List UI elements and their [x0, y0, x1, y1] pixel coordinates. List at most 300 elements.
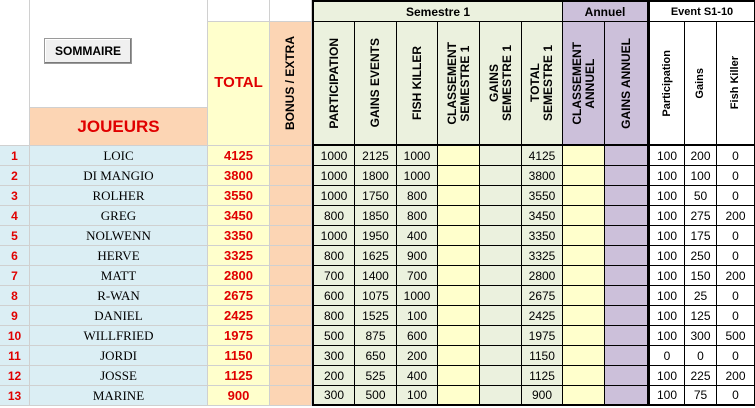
player-name-cell[interactable]: [30, 326, 208, 346]
gains-events-cell[interactable]: [355, 226, 397, 246]
bonus-cell[interactable]: [270, 226, 312, 246]
fish-killer-cell[interactable]: [397, 346, 438, 366]
gains-events-cell[interactable]: [355, 346, 397, 366]
gains-events-cell[interactable]: [355, 166, 397, 186]
participation-cell[interactable]: [312, 286, 355, 306]
player-total-cell[interactable]: [208, 246, 270, 266]
participation-value: 300: [323, 388, 345, 402]
joueurs-header: JOUEURS: [77, 116, 160, 136]
classement-semestre-cell[interactable]: [438, 366, 480, 386]
event-gains-value: 125: [690, 308, 711, 323]
gains-events-value: 1750: [362, 188, 389, 203]
row-number-cell: [0, 206, 30, 226]
gains-semestre-cell[interactable]: [480, 326, 522, 346]
player-total: 900: [227, 388, 250, 403]
event-gains-value: 175: [690, 228, 711, 243]
bonus-cell[interactable]: [270, 326, 312, 346]
event-participation-cell[interactable]: [648, 166, 685, 186]
event-participation-cell[interactable]: [648, 346, 685, 366]
gains-annuel-cell[interactable]: [605, 346, 648, 366]
event-gains-value: 100: [690, 168, 711, 183]
classement-annuel-header: CLASSEMENT ANNUEL: [569, 41, 597, 125]
fish-killer-cell[interactable]: [397, 366, 438, 386]
event-fish-killer-cell[interactable]: [717, 226, 755, 246]
event-fish-killer-cell[interactable]: [717, 346, 755, 366]
gains-semestre-cell[interactable]: [480, 266, 522, 286]
fish-killer-value: 100: [406, 388, 428, 402]
player-name-cell[interactable]: [30, 266, 208, 286]
bonus-header-cell: [270, 22, 312, 146]
fish-killer-cell[interactable]: [397, 306, 438, 326]
event-participation-cell[interactable]: [648, 366, 685, 386]
player-total-cell[interactable]: [208, 266, 270, 286]
event-participation-cell[interactable]: [648, 206, 685, 226]
event-fish-killer-value: 0: [732, 308, 739, 323]
event-participation-cell[interactable]: [648, 146, 685, 166]
event-gains-value: 25: [693, 288, 708, 303]
classement-annuel-cell[interactable]: [563, 326, 605, 346]
participation-cell[interactable]: [312, 186, 355, 206]
participation-cell[interactable]: [312, 246, 355, 266]
row-number: 5: [11, 228, 18, 243]
event-gains-cell[interactable]: [685, 206, 717, 226]
classement-annuel-cell[interactable]: [563, 146, 605, 166]
player-total: 3350: [224, 228, 253, 243]
bonus-cell[interactable]: [270, 306, 312, 326]
player-total-cell[interactable]: [208, 186, 270, 206]
total-semestre-value: 2675: [528, 288, 556, 303]
gains-events-header-cell: [355, 22, 397, 146]
gains-events-cell[interactable]: [355, 206, 397, 226]
row-number: 10: [7, 328, 22, 343]
classement-semestre-cell[interactable]: [438, 246, 480, 266]
player-name: GREG: [100, 207, 137, 223]
row-number-cell: [0, 226, 30, 246]
event-gains-cell[interactable]: [685, 146, 717, 166]
gains-annuel-cell[interactable]: [605, 386, 648, 406]
classement-annuel-cell[interactable]: [563, 386, 605, 406]
gains-semestre-cell[interactable]: [480, 286, 522, 306]
classement-annuel-cell[interactable]: [563, 206, 605, 226]
row-number: 3: [11, 188, 18, 203]
event-group-header: Event S1-10: [670, 5, 734, 18]
total-header-cell: [208, 22, 270, 146]
fish-killer-cell[interactable]: [397, 386, 438, 406]
participation-value: 200: [323, 368, 345, 383]
row-number-cell: [0, 146, 30, 166]
event-gains-cell[interactable]: [685, 286, 717, 306]
total-semestre-value: 900: [531, 388, 553, 402]
participation-cell[interactable]: [312, 386, 355, 406]
event-fish-killer-cell[interactable]: [717, 206, 755, 226]
total-semestre-cell[interactable]: [522, 186, 563, 206]
row-number: 9: [11, 308, 18, 323]
event-participation-value: 100: [656, 268, 678, 283]
event-participation-value: 100: [656, 308, 678, 323]
classement-semestre-cell[interactable]: [438, 266, 480, 286]
gains-events-value: 1850: [362, 208, 389, 223]
event-participation-cell[interactable]: [648, 286, 685, 306]
player-total-cell[interactable]: [208, 306, 270, 326]
total-semestre-cell[interactable]: [522, 266, 563, 286]
participation-cell[interactable]: [312, 306, 355, 326]
bonus-cell[interactable]: [270, 346, 312, 366]
event-fish-killer-header-cell: [717, 22, 755, 146]
participation-header: PARTICIPATION: [326, 37, 341, 129]
player-name-cell[interactable]: [30, 206, 208, 226]
row-number-cell: [0, 286, 30, 306]
player-total: 1150: [224, 348, 253, 363]
player-total-cell[interactable]: [208, 346, 270, 366]
bonus-cell[interactable]: [270, 186, 312, 206]
gains-semestre-cell[interactable]: [480, 146, 522, 166]
gains-semestre-cell[interactable]: [480, 306, 522, 326]
total-semestre-value: 2425: [528, 308, 556, 323]
player-name: MATT: [100, 267, 137, 283]
gains-annuel-header: GAINS ANNUEL: [618, 37, 633, 129]
total-semestre-cell[interactable]: [522, 166, 563, 186]
gains-events-value: 500: [365, 388, 386, 402]
classement-annuel-cell[interactable]: [563, 366, 605, 386]
total-semestre-value: 2800: [528, 268, 556, 283]
bonus-cell[interactable]: [270, 386, 312, 406]
player-total-cell[interactable]: [208, 366, 270, 386]
row-number: 2: [11, 168, 18, 183]
participation-cell[interactable]: [312, 326, 355, 346]
gains-annuel-cell[interactable]: [605, 246, 648, 266]
total-semestre-header: TOTAL SEMESTRE 1: [528, 44, 555, 122]
fish-killer-cell[interactable]: [397, 286, 438, 306]
classement-semestre-cell[interactable]: [438, 206, 480, 226]
event-participation-cell[interactable]: [648, 186, 685, 206]
player-name-cell[interactable]: [30, 366, 208, 386]
gains-events-cell[interactable]: [355, 366, 397, 386]
total-semestre-header-cell: [522, 22, 563, 146]
event-gains-cell[interactable]: [685, 386, 717, 406]
event-gains-value: 300: [690, 328, 711, 343]
event-gains-value: 275: [690, 208, 711, 223]
bonus-cell[interactable]: [270, 206, 312, 226]
gains-annuel-cell[interactable]: [605, 326, 648, 346]
row-number: 8: [11, 288, 18, 303]
player-name: MARINE: [92, 387, 145, 403]
event-fish-killer-cell[interactable]: [717, 306, 755, 326]
classement-semestre-cell[interactable]: [438, 146, 480, 166]
participation-cell[interactable]: [312, 346, 355, 366]
classement-semestre-cell[interactable]: [438, 226, 480, 246]
classement-annuel-cell[interactable]: [563, 286, 605, 306]
total-semestre-cell[interactable]: [522, 346, 563, 366]
gains-annuel-cell[interactable]: [605, 146, 648, 166]
player-total: 3800: [224, 168, 253, 183]
participation-value: 700: [323, 268, 345, 283]
event-fish-killer-cell[interactable]: [717, 386, 755, 406]
total-semestre-value: 1975: [528, 328, 556, 343]
row-number-cell: [0, 186, 30, 206]
player-name-cell[interactable]: [30, 306, 208, 326]
fish-killer-cell[interactable]: [397, 326, 438, 346]
player-name-cell[interactable]: [30, 186, 208, 206]
player-name-cell[interactable]: [30, 346, 208, 366]
participation-value: 500: [323, 328, 345, 343]
participation-value: 800: [323, 208, 345, 223]
total-semestre-cell[interactable]: [522, 366, 563, 386]
classement-annuel-cell[interactable]: [563, 266, 605, 286]
fish-killer-value: 1000: [403, 148, 431, 163]
fish-killer-value: 1000: [403, 168, 431, 183]
classement-annuel-cell[interactable]: [563, 306, 605, 326]
player-name: R-WAN: [97, 287, 140, 303]
classement-semestre-cell[interactable]: [438, 306, 480, 326]
gains-events-cell[interactable]: [355, 286, 397, 306]
fish-killer-cell[interactable]: [397, 246, 438, 266]
player-total: 3325: [224, 248, 253, 263]
row-number-cell: [0, 306, 30, 326]
player-name-cell[interactable]: [30, 286, 208, 306]
event-participation-cell[interactable]: [648, 226, 685, 246]
event-gains-cell[interactable]: [685, 166, 717, 186]
classement-annuel-cell[interactable]: [563, 246, 605, 266]
gains-semestre-cell[interactable]: [480, 366, 522, 386]
event-fish-killer-cell[interactable]: [717, 266, 755, 286]
total-semestre-cell[interactable]: [522, 246, 563, 266]
fish-killer-cell[interactable]: [397, 166, 438, 186]
gains-events-value: 525: [365, 368, 386, 383]
player-name: HERVE: [97, 247, 140, 263]
gains-events-value: 650: [365, 348, 386, 363]
player-name-cell[interactable]: [30, 146, 208, 166]
fish-killer-value: 800: [406, 188, 428, 203]
player-name-cell[interactable]: [30, 226, 208, 246]
gains-semestre-cell[interactable]: [480, 226, 522, 246]
gains-annuel-cell[interactable]: [605, 226, 648, 246]
row-number-cell: [0, 366, 30, 386]
event-fish-killer-cell[interactable]: [717, 246, 755, 266]
gains-annuel-cell[interactable]: [605, 166, 648, 186]
total-semestre-cell[interactable]: [522, 386, 563, 406]
fish-killer-value: 400: [406, 228, 428, 243]
classement-semestre-cell[interactable]: [438, 286, 480, 306]
gains-semestre-cell[interactable]: [480, 346, 522, 366]
gains-events-value: 875: [365, 328, 386, 343]
gains-semestre-header-cell: [480, 22, 522, 146]
player-total: 4125: [224, 148, 253, 163]
event-participation-value: 100: [656, 228, 678, 243]
event-participation-value: 100: [656, 328, 678, 343]
classement-annuel-cell[interactable]: [563, 226, 605, 246]
blank-cell: [208, 0, 270, 22]
event-participation-cell[interactable]: [648, 246, 685, 266]
fish-killer-value: 400: [406, 368, 428, 383]
classement-annuel-cell[interactable]: [563, 186, 605, 206]
total-semestre-cell[interactable]: [522, 306, 563, 326]
gains-events-cell[interactable]: [355, 146, 397, 166]
classement-semestre-cell[interactable]: [438, 386, 480, 406]
sommaire-button[interactable]: SOMMAIRE: [44, 38, 132, 64]
event-fish-killer-value: 0: [732, 228, 739, 243]
event-fish-killer-value: 200: [725, 208, 746, 223]
event-gains-cell[interactable]: [685, 366, 717, 386]
total-semestre-cell[interactable]: [522, 226, 563, 246]
player-name: ROLHER: [92, 187, 145, 203]
bonus-cell[interactable]: [270, 366, 312, 386]
gains-annuel-cell[interactable]: [605, 306, 648, 326]
gains-events-cell[interactable]: [355, 306, 397, 326]
classement-annuel-cell[interactable]: [563, 346, 605, 366]
bonus-cell[interactable]: [270, 246, 312, 266]
total-header: TOTAL: [214, 74, 263, 91]
fish-killer-cell[interactable]: [397, 146, 438, 166]
player-name-cell[interactable]: [30, 166, 208, 186]
player-total-cell[interactable]: [208, 206, 270, 226]
total-semestre-value: 3550: [528, 188, 556, 203]
row-number-cell: [0, 246, 30, 266]
player-name: NOLWENN: [86, 227, 151, 243]
fish-killer-cell[interactable]: [397, 206, 438, 226]
event-fish-killer-cell[interactable]: [717, 326, 755, 346]
classement-semestre-header-cell: [438, 22, 480, 146]
fish-killer-value: 600: [406, 328, 428, 343]
player-total-cell[interactable]: [208, 146, 270, 166]
total-semestre-value: 3325: [528, 248, 556, 263]
event-participation-cell[interactable]: [648, 386, 685, 406]
player-total: 3450: [224, 208, 253, 223]
event-gains-cell[interactable]: [685, 306, 717, 326]
total-semestre-cell[interactable]: [522, 326, 563, 346]
classement-annuel-header-cell: [563, 22, 605, 146]
classement-annuel-cell[interactable]: [563, 166, 605, 186]
classement-semestre-cell[interactable]: [438, 326, 480, 346]
fish-killer-cell[interactable]: [397, 186, 438, 206]
total-semestre-cell[interactable]: [522, 206, 563, 226]
total-semestre-value: 1150: [529, 348, 555, 363]
fish-killer-value: 700: [406, 268, 428, 283]
row-number: 7: [11, 268, 18, 283]
bonus-header: BONUS / EXTRA: [283, 36, 297, 131]
bonus-cell[interactable]: [270, 146, 312, 166]
player-total-cell[interactable]: [208, 386, 270, 406]
participation-cell[interactable]: [312, 366, 355, 386]
row-number: 12: [7, 368, 22, 383]
gains-semestre-cell[interactable]: [480, 206, 522, 226]
event-participation-value: 100: [656, 288, 678, 303]
player-name: LOIC: [103, 147, 134, 163]
classement-semestre-cell[interactable]: [438, 186, 480, 206]
event-participation-cell[interactable]: [648, 326, 685, 346]
event-participation-cell[interactable]: [648, 266, 685, 286]
player-total-cell[interactable]: [208, 166, 270, 186]
bonus-cell[interactable]: [270, 166, 312, 186]
event-gains-value: 50: [693, 188, 708, 203]
event-gains-cell[interactable]: [685, 266, 717, 286]
gains-annuel-cell[interactable]: [605, 206, 648, 226]
classement-semestre-cell[interactable]: [438, 346, 480, 366]
total-semestre-cell[interactable]: [522, 286, 563, 306]
bonus-cell[interactable]: [270, 286, 312, 306]
gains-events-value: 1950: [362, 228, 389, 243]
gains-semestre-cell[interactable]: [480, 166, 522, 186]
total-semestre-value: 3800: [528, 168, 556, 183]
event-fish-killer-cell[interactable]: [717, 186, 755, 206]
gains-semestre-cell[interactable]: [480, 246, 522, 266]
player-total-cell[interactable]: [208, 326, 270, 346]
player-total: 1125: [224, 368, 253, 383]
fish-killer-cell[interactable]: [397, 266, 438, 286]
fish-killer-value: 1000: [403, 288, 431, 303]
gains-events-value: 1400: [362, 268, 389, 283]
gains-events-header: GAINS EVENTS: [368, 38, 382, 128]
row-number: 6: [11, 248, 18, 263]
participation-cell[interactable]: [312, 266, 355, 286]
event-participation-value: 100: [656, 188, 678, 203]
row-number-cell: [0, 326, 30, 346]
row-number-cell: [0, 166, 30, 186]
player-name-cell[interactable]: [30, 246, 208, 266]
event-participation-cell[interactable]: [648, 306, 685, 326]
gains-annuel-cell[interactable]: [605, 266, 648, 286]
gains-semestre-cell[interactable]: [480, 186, 522, 206]
gains-annuel-cell[interactable]: [605, 366, 648, 386]
gains-events-cell[interactable]: [355, 246, 397, 266]
player-name-cell[interactable]: [30, 386, 208, 406]
event-fish-killer-cell[interactable]: [717, 366, 755, 386]
total-semestre-cell[interactable]: [522, 146, 563, 166]
fish-killer-cell[interactable]: [397, 226, 438, 246]
gains-events-cell[interactable]: [355, 326, 397, 346]
event-gains-cell[interactable]: [685, 326, 717, 346]
gains-annuel-header-cell: [605, 22, 648, 146]
player-total-cell[interactable]: [208, 226, 270, 246]
event-fish-killer-value: 0: [732, 388, 739, 402]
bonus-cell[interactable]: [270, 266, 312, 286]
event-gains-header-cell: [685, 22, 717, 146]
gains-annuel-cell[interactable]: [605, 186, 648, 206]
event-fish-killer-cell[interactable]: [717, 286, 755, 306]
event-fish-killer-value: 0: [732, 248, 739, 263]
event-group-cell: [648, 0, 755, 22]
participation-cell[interactable]: [312, 206, 355, 226]
total-semestre-value: 1125: [529, 368, 555, 383]
gains-events-cell[interactable]: [355, 386, 397, 406]
event-gains-cell[interactable]: [685, 246, 717, 266]
event-gains-cell[interactable]: [685, 186, 717, 206]
event-fish-killer-cell[interactable]: [717, 166, 755, 186]
participation-cell[interactable]: [312, 226, 355, 246]
corner-cell: [0, 0, 30, 146]
classement-semestre-cell[interactable]: [438, 166, 480, 186]
participation-cell[interactable]: [312, 166, 355, 186]
event-gains-value: 0: [697, 348, 704, 363]
event-fish-killer-value: 0: [732, 148, 739, 163]
event-gains-value: 150: [690, 268, 711, 283]
event-fish-killer-value: 0: [732, 188, 739, 203]
gains-events-cell[interactable]: [355, 186, 397, 206]
event-gains-cell[interactable]: [685, 346, 717, 366]
participation-cell[interactable]: [312, 146, 355, 166]
event-gains-cell[interactable]: [685, 226, 717, 246]
event-fish-killer-cell[interactable]: [717, 146, 755, 166]
gains-events-value: 2125: [362, 148, 389, 163]
gains-semestre-header: GAINS SEMESTRE 1: [486, 44, 514, 122]
player-total-cell[interactable]: [208, 286, 270, 306]
event-fish-killer-value: 200: [725, 268, 746, 283]
total-semestre-value: 4125: [528, 148, 556, 163]
gains-events-cell[interactable]: [355, 266, 397, 286]
gains-semestre-cell[interactable]: [480, 386, 522, 406]
gains-annuel-cell[interactable]: [605, 286, 648, 306]
sommaire-area: [30, 0, 208, 108]
player-total: 2675: [224, 288, 253, 303]
